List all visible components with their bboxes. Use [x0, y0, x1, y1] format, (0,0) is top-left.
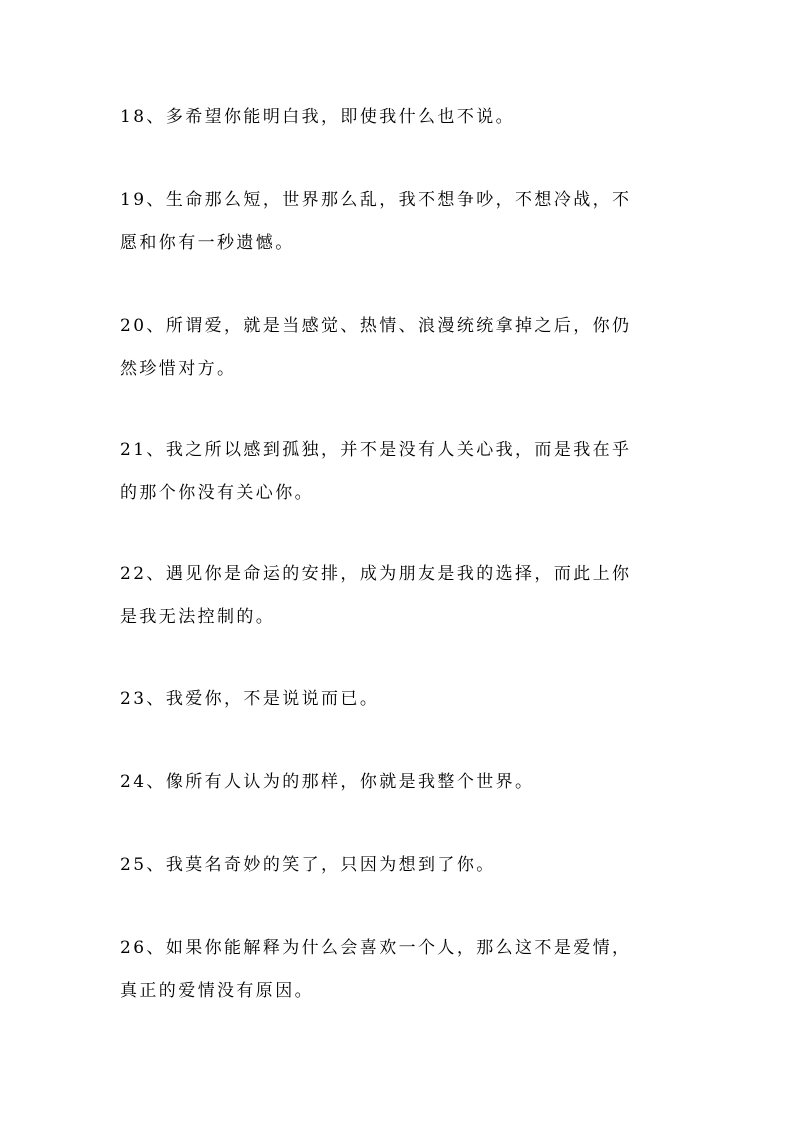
paragraph-line: 愿和你有一秒遗憾。	[120, 233, 295, 253]
paragraph-line: 22、遇见你是命运的安排，成为朋友是我的选择，而此上你	[120, 564, 632, 584]
paragraph-22	[120, 553, 680, 639]
paragraph-line: 真正的爱情没有原因。	[120, 981, 314, 1001]
paragraph-line: 25、我莫名奇妙的笑了，只因为想到了你。	[120, 855, 496, 875]
paragraph-line: 23、我爱你，不是说说而已。	[120, 689, 380, 709]
paragraph-line: 是我无法控制的。	[120, 607, 276, 627]
paragraph-25	[120, 844, 680, 887]
paragraph-21	[120, 429, 680, 515]
paragraph-24	[120, 761, 680, 804]
paragraph-18	[120, 96, 680, 139]
paragraph-20	[120, 305, 680, 391]
paragraph-26	[120, 927, 680, 1013]
paragraph-23	[120, 678, 680, 721]
paragraph-line: 18、多希望你能明白我，即使我什么也不说。	[120, 107, 516, 127]
paragraph-line: 然珍惜对方。	[120, 359, 237, 379]
paragraph-line: 20、所谓爱，就是当感觉、热情、浪漫统统拿掉之后，你仍	[120, 316, 632, 336]
paragraph-19	[120, 179, 680, 265]
paragraph-line: 26、如果你能解释为什么会喜欢一个人，那么这不是爱情，	[120, 938, 632, 958]
paragraph-line: 的那个你没有关心你。	[120, 483, 314, 503]
paragraph-line: 19、生命那么短，世界那么乱，我不想争吵，不想冷战，不	[120, 190, 632, 210]
paragraph-line: 24、像所有人认为的那样，你就是我整个世界。	[120, 772, 535, 792]
paragraph-line: 21、我之所以感到孤独，并不是没有人关心我，而是我在乎	[120, 440, 632, 460]
